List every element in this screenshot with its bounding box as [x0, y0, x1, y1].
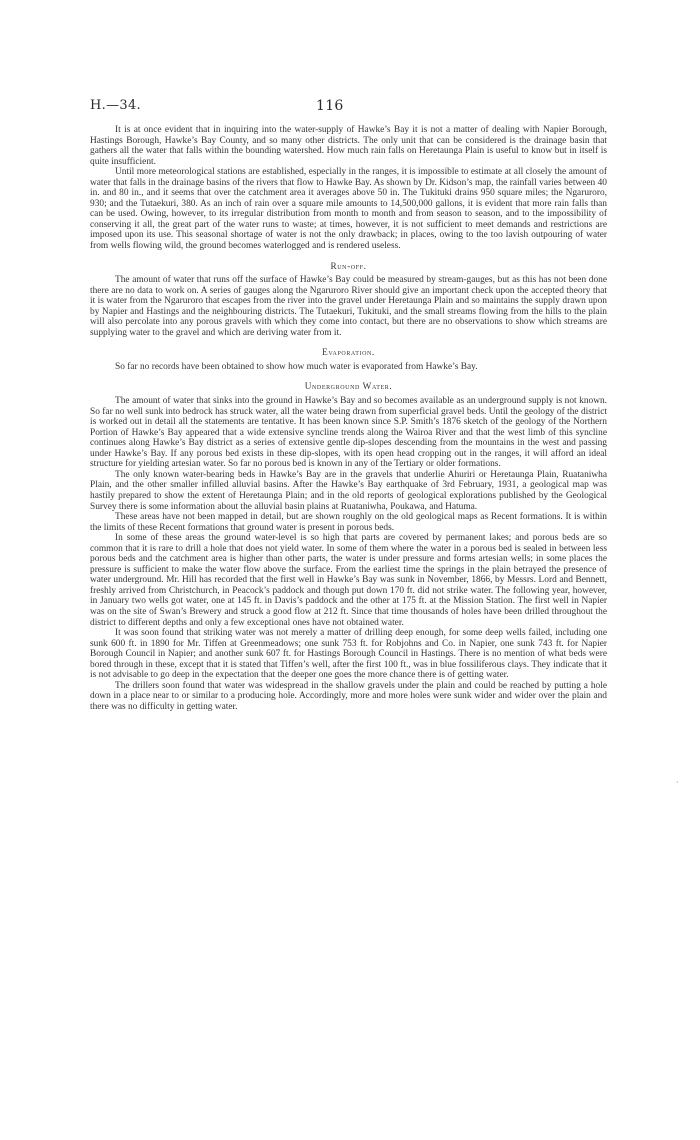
paragraph: The amount of water that sinks into the ground in Hawke’s Bay and so becomes available as an underground supply is not known. So far no well sunk into bedrock has struck water, all the water being drawn from superficial gravel beds. Until the geology of the district is worked out in detail all the statements are tentative. It has been known since S.P. Smith’s 1876 sketch of the geology of the Northern Portion of Hawke’s Bay appeared that a wide extensive syncline trends along the Wairoa River and that the west limb of this syncline continues along Hawke’s Bay district as a series of extensive gentle dip-slopes descending from the mountains in the west and passing under Hawke’s Bay. If any porous bed exists in these dip-slopes, with its open head cropping out in the ranges, it will afford an ideal structure for yielding artesian water. So far no porous bed is known in any of the Tertiary or older formations.: [90, 396, 607, 470]
paragraph: In some of these areas the ground water-level is so high that parts are covered by permanent lakes; and porous beds are so common that it is rare to drill a hole that does not yield water. In some of them where the water in a porous bed is sealed in between less porous beds and the catchment area is higher than other parts, the water is under pressure and forms artesian wells; in some places the pressure is sufficient to make the water flow above the surface. From the earliest time the springs in the plain betrayed the presence of water underground. Mr. Hill has recorded that the first well in Hawke’s Bay was sunk in November, 1866, by Messrs. Lord and Bennett, freshly arrived from Christchurch, in Peacock’s paddock and though put down 170 ft. did not strike water. The following year, however, in January two wells got water, one at 145 ft. in Davis’s paddock and the other at 175 ft. at the Mission Station. The first well in Napier was on the site of Swan’s Brewery and struck a good flow at 212 ft. Since that time thousands of holes have been drilled throughout the district to different depths and only a few exceptional ones have not obtained water.: [90, 533, 607, 628]
paragraph: Until more meteorological stations are established, especially in the ranges, it is impossible to estimate at all closely the amount of water that falls in the drainage basins of the rivers that flow to Hawke Bay. As shown by Dr. Kidson’s map, the rainfall varies between 40 in. and 80 in., and it seems that over the catchment area it averages above 50 in. The Tukituki drains 950 square miles; the Ngaruroro, 930; and the Tutaekuri, 380. As an inch of rain over a square mile amounts to 14,500,000 gallons, it is evident that more rain falls than can be used. Owing, however, to its irregular distribution from month to month and from season to season, and to the impossibility of conserving it all, the great part of the water runs to waste; at times, however, it is not sufficient to meet demands and restrictions are imposed upon its use. This seasonal shortage of water is not the only drawback; in places, owing to the too lavish outpouring of water from wells flowing wild, the ground becomes waterlogged and is rendered useless.: [90, 167, 607, 252]
paragraph: It is at once evident that in inquiring into the water-supply of Hawke’s Bay it is not a matter of dealing with Napier Borough, Hastings Borough, Hawke’s Bay County, and so many other districts. The only unit that can be considered is the drainage basin that gathers all the water that falls within the bounding watershed. How much rain falls on Heretaunga Plain is useful to know but in itself is quite insufficient.: [90, 125, 607, 167]
paragraph: The drillers soon found that water was widespread in the shallow gravels under the plain and could be reached by putting a hole down in a place near to or similar to a producing hole. Accordingly, more and more holes were sunk wider and wider over the plain and there was no difficulty in getting water.: [90, 680, 607, 712]
section-heading-underground-water: Underground Water.: [304, 381, 393, 392]
paragraph: It was soon found that striking water was not merely a matter of drilling deep enough, for some deep wells failed, including one sunk 600 ft. in 1890 for Mr. Tiffen at Greenmeadows; one sunk 753 ft. for Robjohns and Co. in Napier, one sunk 743 ft. for Napier Borough Council in Napier; and another sunk 607 ft. for Hastings Borough Council in Hastings. There is no mention of what beds were bored through in these, except that it is stated that Tiffen’s well, after the first 100 ft., was in blue fossiliferous clays. They indicate that it is not advisable to go deep in the expectation that the deeper one goes the more chance there is of getting water.: [90, 628, 607, 681]
page-header: [90, 98, 610, 116]
paragraph: These areas have not been mapped in detail, but are shown roughly on the old geological maps as Recent formations. It is within the limits of these Recent formations that ground water is present in porous beds.: [90, 512, 607, 533]
paragraph: So far no records have been obtained to show how much water is evaporated from Hawke’s Bay.: [115, 361, 478, 372]
page-number: 116: [316, 98, 344, 114]
section-heading-runoff: Run-off.: [330, 260, 367, 271]
margin-mark: ·: [676, 778, 679, 787]
paragraph: The only known water-bearing beds in Hawke’s Bay are in the gravels that underlie Ahuriri or Heretaunga Plain, Ruataniwha Plain, and the other smaller infilled alluvial basins. After the Hawke’s Bay earthquake of 3rd February, 1931, a geological map was hastily prepared to show the extent of Heretaunga Plain; and in the old reports of geological explorations published by the Geological Survey there is some information about the alluvial basin plains at Ruataniwha, Poukawa, and Hatuma.: [90, 469, 607, 512]
report-reference: H.—34.: [90, 98, 141, 113]
document-body: [90, 125, 607, 712]
section-heading-evaporation: Evaporation.: [322, 347, 375, 358]
paragraph: The amount of water that runs off the surface of Hawke’s Bay could be measured by stream-gauges, but as this has not been done there are no data to work on. A series of gauges along the Ngaruroro River should give an important check upon the accepted theory that it is water from the Ngaruroro that escapes from the river into the gravel under Heretaunga Plain and so maintains the supply drawn upon by Napier and Hastings and the neighbouring districts. The Tutaekuri, Tukituki, and the small streams flowing from the hills to the plain will also percolate into any porous gravels with which they come into contact, but there are no observations to show which streams are supplying water to the gravel and which are deriving water from it.: [90, 275, 607, 338]
